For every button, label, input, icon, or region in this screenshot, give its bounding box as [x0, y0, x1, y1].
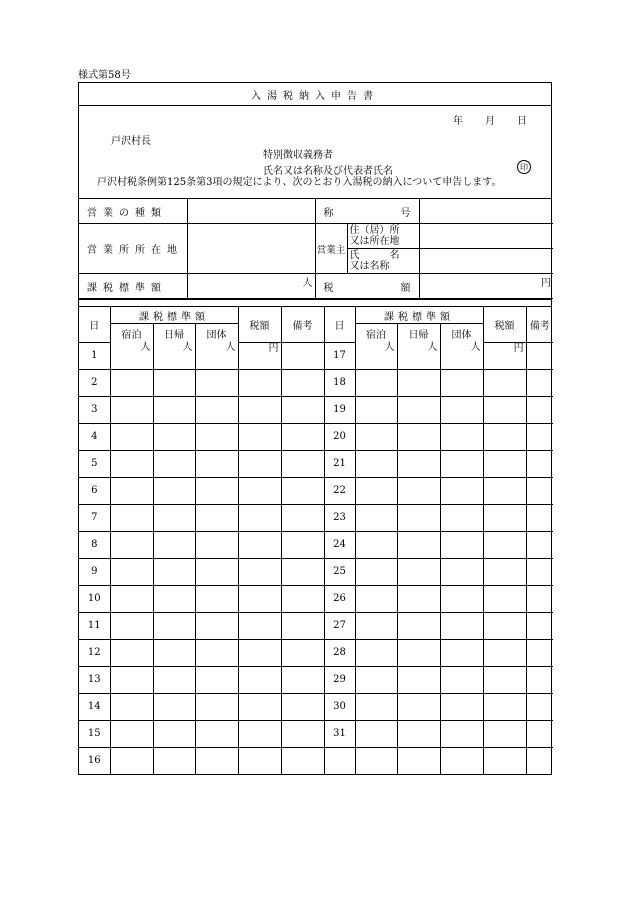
tax-amount-unit: 円	[541, 278, 552, 289]
group-count-left[interactable]	[195, 531, 238, 558]
business-type-field[interactable]	[187, 199, 315, 224]
day-cell-right: 30	[324, 693, 355, 720]
day-cell-left: 11	[79, 612, 110, 639]
tax-base-field[interactable]	[187, 274, 315, 299]
day-cell-right: 29	[324, 666, 355, 693]
tax-amount-left[interactable]	[238, 612, 281, 639]
group-count-right[interactable]	[440, 504, 483, 531]
day-trip-count-left[interactable]	[153, 693, 195, 720]
stay-count-left[interactable]	[110, 531, 153, 558]
operator-name-label	[347, 249, 419, 274]
tax-amount-right[interactable]	[483, 369, 526, 396]
remarks-left[interactable]	[281, 639, 324, 666]
group-count-left[interactable]	[195, 450, 238, 477]
day-trip-count-right[interactable]: 人	[397, 342, 440, 369]
day-cell-left: 1	[79, 342, 110, 369]
tax-base-header-right: 課税標準額	[355, 307, 483, 324]
tax-amount-left[interactable]	[238, 747, 281, 774]
remarks-left[interactable]	[281, 396, 324, 423]
day-trip-count-left[interactable]	[153, 612, 195, 639]
day-cell-left: 2	[79, 369, 110, 396]
remarks-left[interactable]	[281, 450, 324, 477]
declaration-text: 戸沢村税条例第125条第3項の規定により、次のとおり入湯税の納入について申告します。	[97, 177, 502, 188]
month-label: 月	[485, 116, 495, 127]
stay-count-right[interactable]	[355, 558, 397, 585]
day-cell-right: 18	[324, 369, 355, 396]
stay-count-right[interactable]	[355, 612, 397, 639]
group-count-left[interactable]	[195, 720, 238, 747]
stay-count-right[interactable]	[355, 666, 397, 693]
table-row	[79, 396, 553, 423]
table-row	[79, 747, 553, 774]
day-trip-count-right[interactable]	[397, 369, 440, 396]
group-count-left[interactable]	[195, 585, 238, 612]
remarks-left[interactable]	[281, 477, 324, 504]
day-header-right: 日	[324, 307, 355, 342]
day-trip-count-left[interactable]	[153, 666, 195, 693]
addressee: 戸沢村長	[111, 136, 151, 147]
day-cell-right: 23	[324, 504, 355, 531]
group-count-left[interactable]	[195, 612, 238, 639]
table-row	[79, 558, 553, 585]
remarks-right[interactable]	[526, 450, 553, 477]
tax-amount-label-1: 税	[323, 282, 334, 294]
tax-amount-left[interactable]	[238, 531, 281, 558]
remarks-right[interactable]	[526, 423, 553, 450]
day-trip-count-right[interactable]	[397, 585, 440, 612]
group-count-right[interactable]	[440, 666, 483, 693]
group-count-right[interactable]	[440, 369, 483, 396]
remarks-left[interactable]	[281, 531, 324, 558]
tax-amount-left[interactable]	[238, 693, 281, 720]
tax-amount-left[interactable]	[238, 477, 281, 504]
day-cell-right: 22	[324, 477, 355, 504]
day-trip-count-right[interactable]	[397, 612, 440, 639]
stay-count-right[interactable]	[355, 396, 397, 423]
operator-name-field[interactable]	[419, 249, 553, 274]
day-trip-count-left[interactable]	[153, 720, 195, 747]
day-cell-left: 10	[79, 585, 110, 612]
group-count-right[interactable]	[440, 693, 483, 720]
remarks-left[interactable]	[281, 558, 324, 585]
stay-count-left[interactable]	[110, 369, 153, 396]
remarks-right[interactable]	[526, 747, 553, 774]
tax-amount-right[interactable]	[483, 558, 526, 585]
name-label-line1: 氏 名	[349, 250, 400, 261]
day-cell-left: 8	[79, 531, 110, 558]
day-label: 日	[517, 116, 527, 127]
day-trip-count-left[interactable]	[153, 504, 195, 531]
day-trip-count-right[interactable]	[397, 450, 440, 477]
tax-amount-left[interactable]	[238, 396, 281, 423]
table-row	[79, 612, 553, 639]
day-trip-count-left[interactable]	[153, 531, 195, 558]
remarks-left[interactable]	[281, 747, 324, 774]
stay-count-left[interactable]	[110, 423, 153, 450]
day-trip-header-right: 日帰	[397, 324, 440, 343]
day-trip-count-left[interactable]	[153, 585, 195, 612]
day-trip-count-right[interactable]	[397, 396, 440, 423]
group-count-right[interactable]	[440, 747, 483, 774]
remarks-right[interactable]	[526, 396, 553, 423]
group-count-right[interactable]	[440, 558, 483, 585]
day-trip-count-left[interactable]	[153, 558, 195, 585]
group-count-left[interactable]	[195, 693, 238, 720]
tax-amount-left[interactable]	[238, 666, 281, 693]
group-count-left[interactable]	[195, 369, 238, 396]
remarks-right[interactable]	[526, 477, 553, 504]
header-block	[79, 106, 551, 199]
day-trip-count-right[interactable]	[397, 747, 440, 774]
group-count-right[interactable]	[440, 423, 483, 450]
remarks-left[interactable]	[281, 369, 324, 396]
day-trip-count-right[interactable]	[397, 720, 440, 747]
table-row	[79, 585, 553, 612]
group-count-left[interactable]	[195, 423, 238, 450]
daily-table	[79, 307, 553, 774]
remarks-right[interactable]	[526, 585, 553, 612]
stay-count-right[interactable]	[355, 477, 397, 504]
stay-count-left[interactable]	[110, 396, 153, 423]
day-trip-count-left[interactable]	[153, 747, 195, 774]
remarks-left[interactable]	[281, 504, 324, 531]
stay-count-right[interactable]	[355, 531, 397, 558]
group-count-right[interactable]	[440, 612, 483, 639]
day-trip-header-left: 日帰	[153, 324, 195, 343]
stay-count-right[interactable]	[355, 585, 397, 612]
table-row	[79, 693, 553, 720]
day-trip-count-left[interactable]	[153, 639, 195, 666]
office-location-field[interactable]	[187, 224, 315, 274]
representative-name-label: 氏名又は名称及び代表者氏名	[263, 166, 393, 177]
remarks-right[interactable]	[526, 342, 553, 369]
day-cell-left: 14	[79, 693, 110, 720]
tax-base-label: 課税標準額	[79, 274, 187, 299]
table-row	[79, 369, 553, 396]
remarks-header-right: 備考	[526, 307, 553, 342]
day-cell-right: 19	[324, 396, 355, 423]
day-cell-left: 12	[79, 639, 110, 666]
tax-amount-label-2: 額	[400, 282, 411, 294]
address-label-line1: 住（居）所	[349, 225, 400, 236]
tax-amount-label	[315, 274, 419, 299]
stay-count-left[interactable]: 人	[110, 342, 153, 369]
day-cell-right: 27	[324, 612, 355, 639]
remarks-left[interactable]	[281, 693, 324, 720]
stay-header-left: 宿泊	[110, 324, 153, 343]
stay-count-left[interactable]	[110, 585, 153, 612]
stay-count-left[interactable]	[110, 477, 153, 504]
day-cell-left: 9	[79, 558, 110, 585]
address-label-line2: 又は所在地	[349, 236, 400, 247]
remarks-right[interactable]	[526, 666, 553, 693]
remarks-left[interactable]	[281, 666, 324, 693]
day-trip-count-right[interactable]	[397, 558, 440, 585]
tax-amount-right[interactable]	[483, 423, 526, 450]
remarks-header-left: 備考	[281, 307, 324, 342]
stay-count-right[interactable]	[355, 720, 397, 747]
day-cell-left: 7	[79, 504, 110, 531]
day-cell-left: 13	[79, 666, 110, 693]
remarks-right[interactable]	[526, 720, 553, 747]
stay-count-right[interactable]	[355, 747, 397, 774]
tax-amount-right[interactable]	[483, 639, 526, 666]
tax-amount-right[interactable]	[483, 450, 526, 477]
table-row	[79, 342, 553, 369]
tax-amount-left[interactable]	[238, 720, 281, 747]
day-cell-right: 17	[324, 342, 355, 369]
day-trip-count-right[interactable]	[397, 477, 440, 504]
tax-amount-left[interactable]: 円	[238, 342, 281, 369]
tax-amount-right[interactable]	[483, 666, 526, 693]
group-header-left: 団体	[195, 324, 238, 343]
remarks-left[interactable]	[281, 720, 324, 747]
day-trip-count-left[interactable]: 人	[153, 342, 195, 369]
day-trip-count-right[interactable]	[397, 423, 440, 450]
tax-amount-right[interactable]	[483, 585, 526, 612]
tax-amount-right[interactable]	[483, 396, 526, 423]
group-count-left[interactable]: 人	[195, 342, 238, 369]
tax-amount-header-right: 税額	[483, 307, 526, 342]
day-cell-left: 6	[79, 477, 110, 504]
stay-count-right[interactable]	[355, 450, 397, 477]
group-count-right[interactable]	[440, 450, 483, 477]
tax-amount-left[interactable]	[238, 369, 281, 396]
day-cell-left: 15	[79, 720, 110, 747]
business-info-table	[79, 199, 553, 299]
tax-declaration-form	[78, 82, 552, 775]
day-cell-right: 20	[324, 423, 355, 450]
day-cell-right: 25	[324, 558, 355, 585]
table-row	[79, 477, 553, 504]
day-trip-count-right[interactable]	[397, 666, 440, 693]
table-row	[79, 531, 553, 558]
section-divider	[79, 299, 551, 307]
table-row	[79, 639, 553, 666]
tax-amount-left[interactable]	[238, 423, 281, 450]
day-trip-count-right[interactable]	[397, 693, 440, 720]
group-count-left[interactable]	[195, 396, 238, 423]
operator-label: 営業主	[315, 224, 347, 274]
trade-name-field[interactable]	[419, 199, 553, 224]
tax-base-unit: 人	[302, 278, 313, 289]
day-cell-right	[324, 747, 355, 774]
day-trip-count-left[interactable]	[153, 423, 195, 450]
tax-amount-left[interactable]	[238, 558, 281, 585]
day-trip-count-right[interactable]	[397, 531, 440, 558]
day-trip-count-left[interactable]	[153, 450, 195, 477]
tax-amount-left[interactable]	[238, 585, 281, 612]
stay-count-left[interactable]	[110, 558, 153, 585]
form-title: 入湯税納入申告書	[79, 83, 551, 106]
day-cell-left: 16	[79, 747, 110, 774]
day-header-left: 日	[79, 307, 110, 342]
tax-amount-right[interactable]	[483, 612, 526, 639]
remarks-right[interactable]	[526, 504, 553, 531]
operator-address-field[interactable]	[419, 224, 553, 249]
tax-amount-right[interactable]	[483, 504, 526, 531]
day-cell-right: 28	[324, 639, 355, 666]
stay-count-right[interactable]	[355, 504, 397, 531]
group-count-left[interactable]	[195, 639, 238, 666]
date-line	[453, 112, 527, 127]
tax-amount-header-left: 税額	[238, 307, 281, 342]
group-count-left[interactable]	[195, 666, 238, 693]
tax-base-header-left: 課税標準額	[110, 307, 238, 324]
tax-amount-left[interactable]	[238, 450, 281, 477]
stay-count-right[interactable]	[355, 369, 397, 396]
day-cell-left: 3	[79, 396, 110, 423]
stay-count-right[interactable]	[355, 423, 397, 450]
tax-amount-right[interactable]	[483, 477, 526, 504]
address-label	[347, 224, 419, 249]
day-cell-left: 4	[79, 423, 110, 450]
remarks-left[interactable]	[281, 342, 324, 369]
day-cell-right: 26	[324, 585, 355, 612]
daily-table-body	[79, 342, 553, 774]
stay-count-right[interactable]: 人	[355, 342, 397, 369]
stay-count-left[interactable]	[110, 693, 153, 720]
tax-amount-right[interactable]	[483, 531, 526, 558]
stay-count-left[interactable]	[110, 720, 153, 747]
form-number: 様式第58号	[78, 70, 131, 81]
trade-name-label-1: 称	[323, 207, 334, 219]
stay-count-right[interactable]	[355, 693, 397, 720]
stay-count-left[interactable]	[110, 747, 153, 774]
tax-amount-left[interactable]	[238, 639, 281, 666]
remarks-left[interactable]	[281, 585, 324, 612]
day-trip-count-right[interactable]	[397, 504, 440, 531]
remarks-right[interactable]	[526, 693, 553, 720]
table-row	[79, 504, 553, 531]
remarks-left[interactable]	[281, 612, 324, 639]
year-label: 年	[453, 116, 463, 127]
table-row	[79, 450, 553, 477]
office-location-label: 営業所所在地	[79, 224, 187, 274]
stay-count-left[interactable]	[110, 504, 153, 531]
business-type-label: 営業の種類	[79, 199, 187, 224]
remarks-right[interactable]	[526, 639, 553, 666]
group-count-right[interactable]	[440, 639, 483, 666]
group-count-left[interactable]	[195, 558, 238, 585]
day-trip-count-right[interactable]	[397, 639, 440, 666]
stay-header-right: 宿泊	[355, 324, 397, 343]
table-row	[79, 720, 553, 747]
day-cell-right: 24	[324, 531, 355, 558]
remarks-right[interactable]	[526, 612, 553, 639]
name-label-line2: 又は名称	[349, 261, 390, 272]
tax-amount-right[interactable]	[483, 720, 526, 747]
group-count-left[interactable]	[195, 504, 238, 531]
remarks-right[interactable]	[526, 531, 553, 558]
day-cell-right: 31	[324, 720, 355, 747]
stay-count-left[interactable]	[110, 450, 153, 477]
trade-name-label	[315, 199, 419, 224]
group-count-right[interactable]: 人	[440, 342, 483, 369]
remarks-right[interactable]	[526, 558, 553, 585]
seal-mark: 印	[517, 160, 531, 174]
day-cell-left: 5	[79, 450, 110, 477]
day-cell-right: 21	[324, 450, 355, 477]
group-count-right[interactable]	[440, 477, 483, 504]
tax-amount-left[interactable]	[238, 504, 281, 531]
group-count-right[interactable]	[440, 585, 483, 612]
day-trip-count-left[interactable]	[153, 396, 195, 423]
group-count-left[interactable]	[195, 477, 238, 504]
stay-count-left[interactable]	[110, 666, 153, 693]
group-count-left[interactable]	[195, 747, 238, 774]
group-header-right: 団体	[440, 324, 483, 343]
group-count-right[interactable]	[440, 531, 483, 558]
tax-amount-right[interactable]: 円	[483, 342, 526, 369]
trade-name-label-2: 号	[400, 207, 411, 219]
day-trip-count-left[interactable]	[153, 369, 195, 396]
tax-amount-right[interactable]	[483, 747, 526, 774]
obligor-label: 特別徴収義務者	[263, 150, 333, 161]
remarks-right[interactable]	[526, 369, 553, 396]
group-count-right[interactable]	[440, 396, 483, 423]
stay-count-left[interactable]	[110, 612, 153, 639]
tax-amount-right[interactable]	[483, 693, 526, 720]
remarks-left[interactable]	[281, 423, 324, 450]
group-count-right[interactable]	[440, 720, 483, 747]
table-row	[79, 423, 553, 450]
day-trip-count-left[interactable]	[153, 477, 195, 504]
stay-count-left[interactable]	[110, 639, 153, 666]
stay-count-right[interactable]	[355, 639, 397, 666]
tax-amount-field[interactable]	[419, 274, 553, 299]
table-row	[79, 666, 553, 693]
